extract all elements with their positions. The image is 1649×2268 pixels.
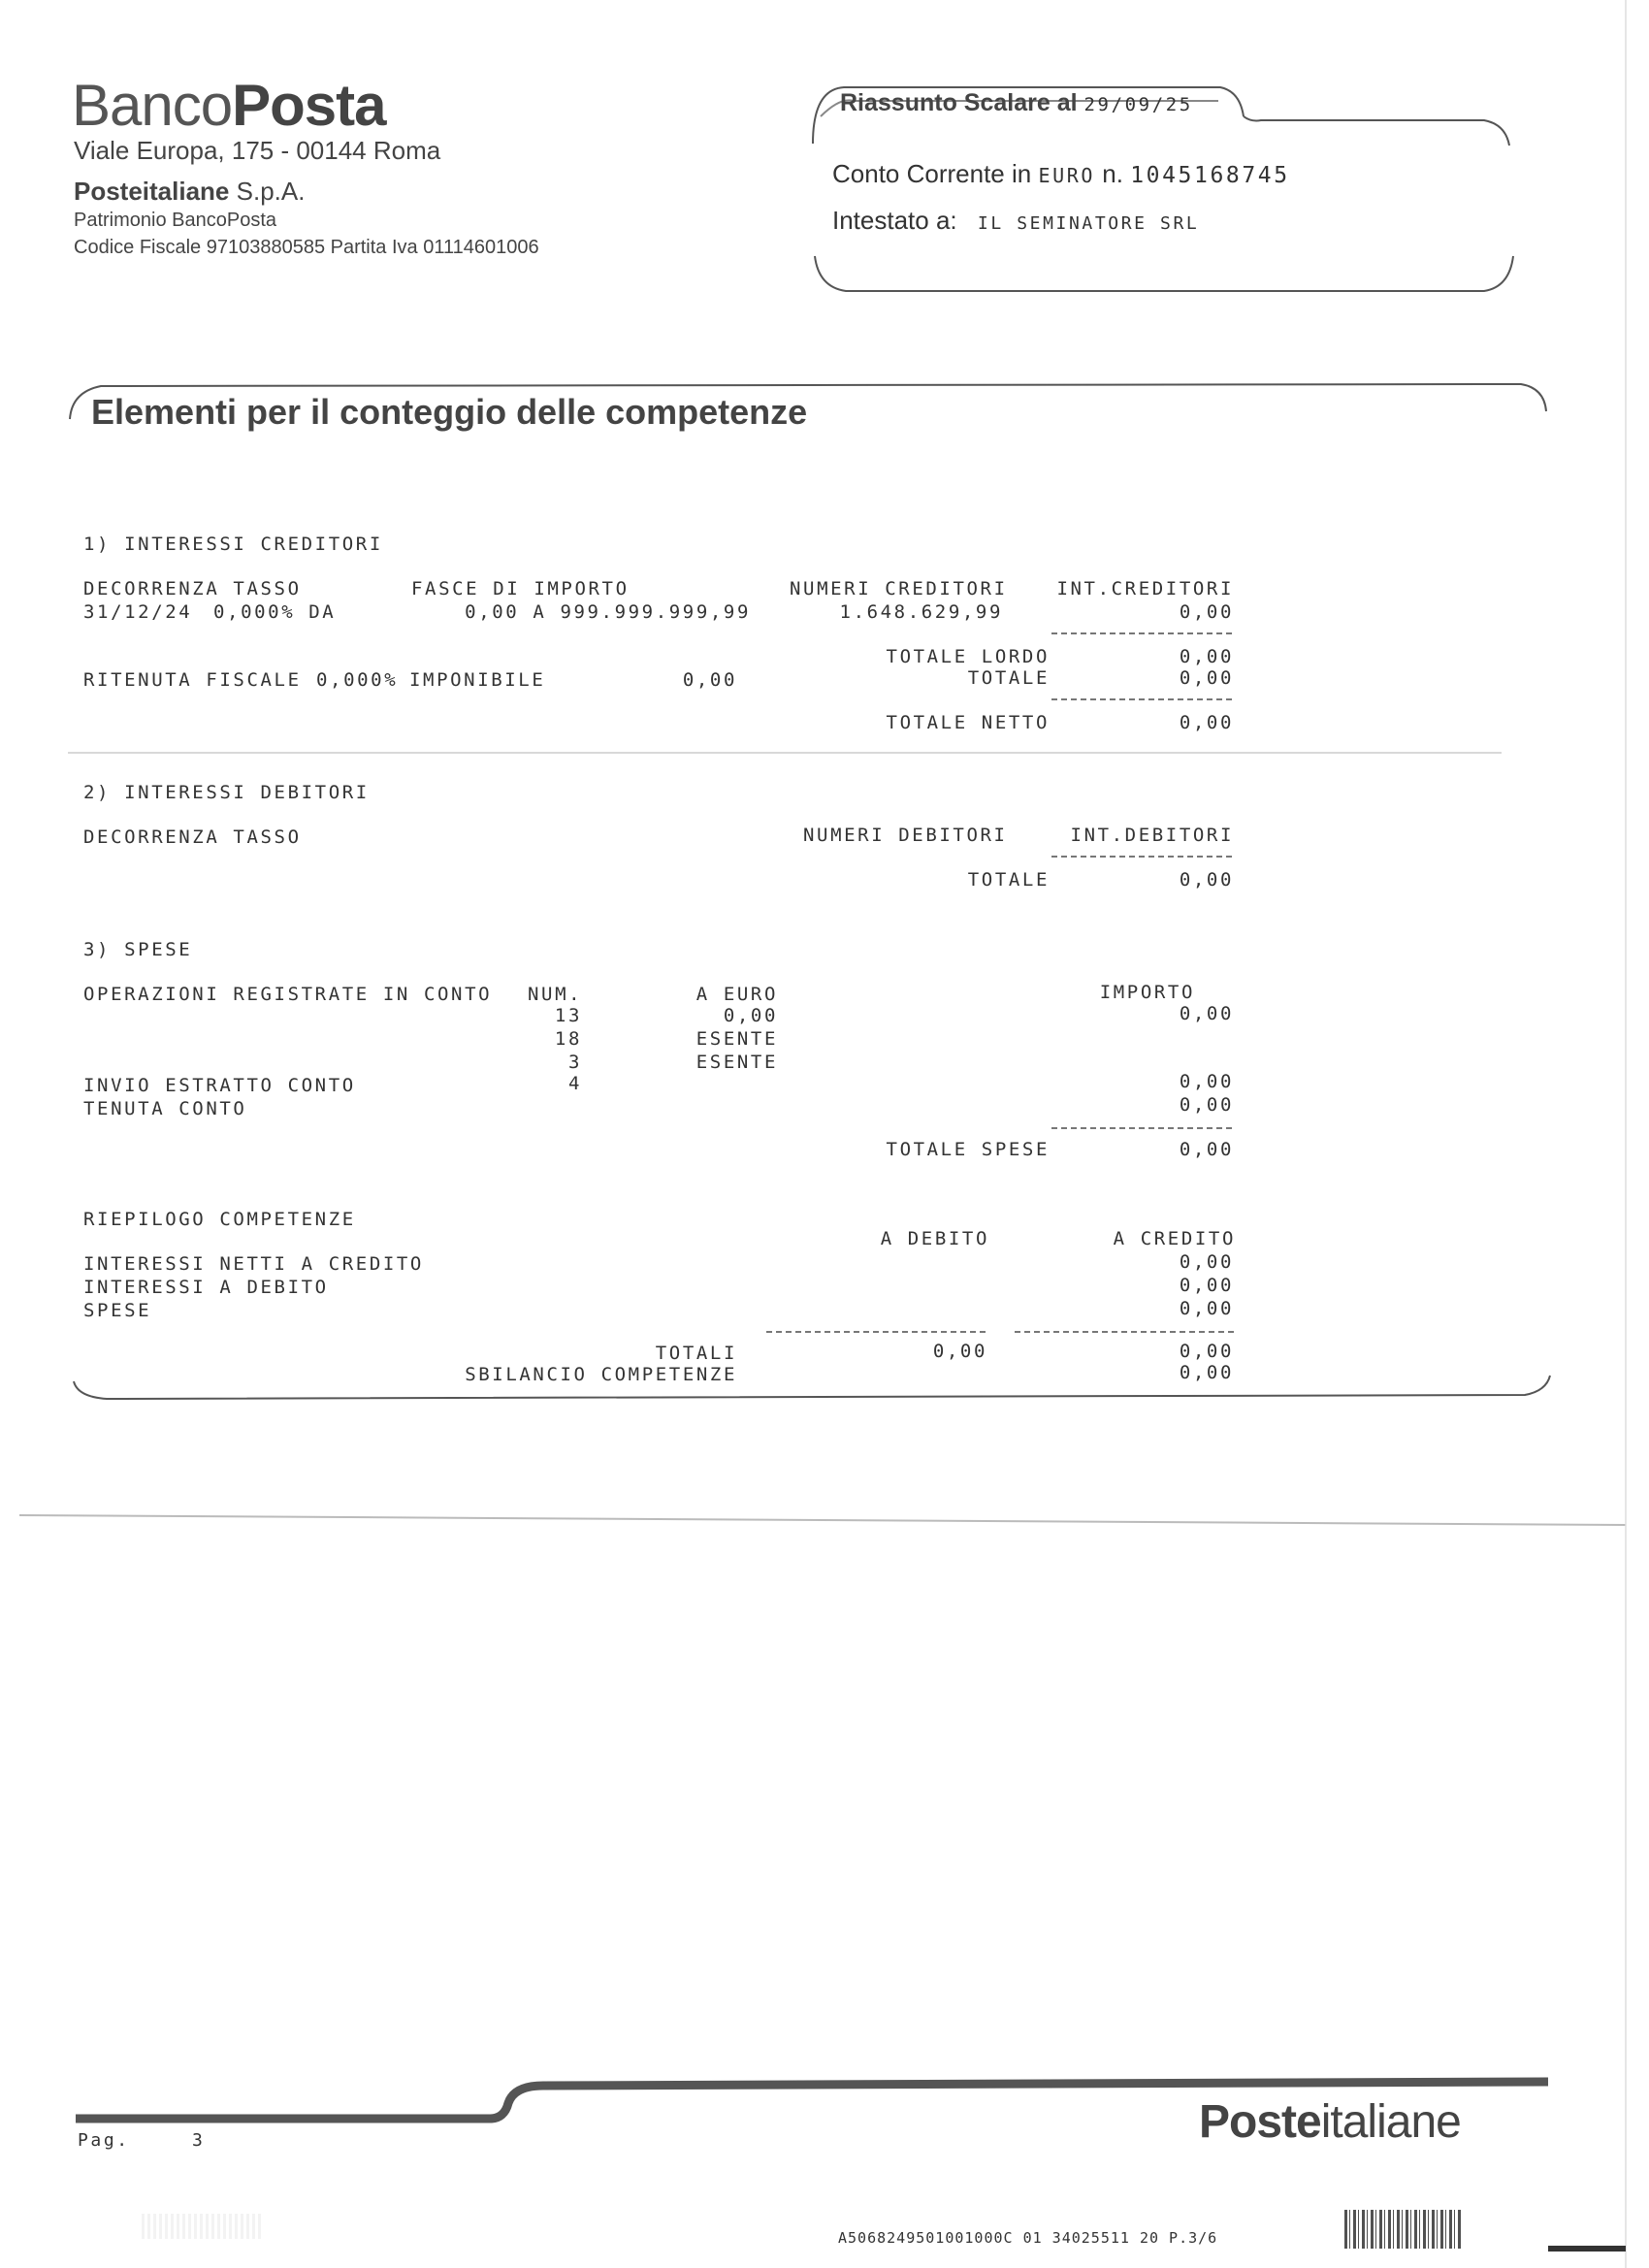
s3-header-importo: IMPORTO xyxy=(1099,982,1195,1003)
s1-totale-lordo-label: TOTALE LORDO xyxy=(886,646,1050,667)
s1-row-rate: 0,000% DA xyxy=(213,601,337,623)
totali-label: TOTALI xyxy=(655,1343,737,1364)
riepilogo-header-debito: A DEBITO xyxy=(880,1228,989,1249)
poste-logo-bold: Poste xyxy=(1199,2096,1321,2148)
s1-row-int: 0,00 xyxy=(1179,601,1234,623)
s3-row-importo: 0,00 xyxy=(1179,1071,1234,1092)
s3-header-num: NUM. xyxy=(528,984,583,1005)
fiscal-info: Codice Fiscale 97103880585 Partita Iva 01114601006 xyxy=(74,237,539,258)
s2-header-numeri: NUMERI DEBITORI xyxy=(803,825,1008,846)
s1-totale-netto-label: TOTALE NETTO xyxy=(886,712,1050,733)
s3-row-importo: 0,00 xyxy=(1179,1003,1234,1024)
brand-suffix: Posta xyxy=(232,73,386,138)
faded-stamp xyxy=(142,2214,262,2239)
s3-row-label: TENUTA CONTO xyxy=(83,1098,247,1119)
s3-row-label: INVIO ESTRATTO CONTO xyxy=(83,1075,356,1096)
s1-totale-label: TOTALE xyxy=(967,667,1050,689)
account-number: 1045168745 xyxy=(1130,163,1290,188)
s1-header-numeri: NUMERI CREDITORI xyxy=(790,578,1008,599)
holder-name: IL SEMINATORE SRL xyxy=(977,213,1200,234)
s3-row-euro: 0,00 xyxy=(723,1005,778,1026)
s2-title: 2) INTERESSI DEBITORI xyxy=(83,782,370,803)
riepilogo-row-label: SPESE xyxy=(83,1300,152,1321)
s1-totale: 0,00 xyxy=(1179,667,1234,689)
s1-header-fasce: FASCE DI IMPORTO xyxy=(411,578,630,599)
section-title: Elementi per il conteggio delle competenze xyxy=(91,392,808,432)
s3-row-num: 3 xyxy=(567,1052,582,1073)
summary-date: 29/09/25 xyxy=(1083,94,1193,115)
account-label: Conto Corrente in xyxy=(832,159,1032,188)
company-name xyxy=(74,177,305,207)
s2-header-int: INT.DEBITORI xyxy=(1070,825,1234,846)
account-number-label: n. xyxy=(1102,159,1123,188)
account-line xyxy=(832,159,1290,189)
summary-title-label: Riassunto Scalare al xyxy=(840,89,1078,116)
s1-title: 1) INTERESSI CREDITORI xyxy=(83,534,383,555)
riepilogo-row-credito: 0,00 xyxy=(1179,1298,1234,1319)
s1-totale-lordo: 0,00 xyxy=(1179,646,1234,667)
poste-logo-rest: italiane xyxy=(1320,2096,1461,2148)
riepilogo-separator-debito xyxy=(766,1331,986,1333)
s1-totale-netto: 0,00 xyxy=(1179,712,1234,733)
s1-row-date: 31/12/24 xyxy=(83,601,193,623)
s3-totale: 0,00 xyxy=(1179,1139,1234,1160)
s1-imponibile-label: IMPONIBILE xyxy=(409,669,546,691)
s1-ritenuta-label: RITENUTA FISCALE xyxy=(83,669,302,691)
s3-row-num: 13 xyxy=(554,1005,582,1026)
holder-label: Intestato a: xyxy=(832,206,957,235)
sbilancio-label: SBILANCIO COMPETENZE xyxy=(465,1364,737,1385)
s3-header-operazioni: OPERAZIONI REGISTRATE IN CONTO xyxy=(83,984,493,1005)
account-currency: EURO xyxy=(1038,164,1096,187)
s3-totale-label: TOTALE SPESE xyxy=(886,1139,1050,1160)
page-number: 3 xyxy=(192,2130,206,2151)
barcode xyxy=(1344,2210,1461,2249)
s3-row-importo: 0,00 xyxy=(1179,1094,1234,1116)
company-name-bold: Posteitaliane xyxy=(74,177,230,206)
s3-header-euro: A EURO xyxy=(695,984,778,1005)
totali-debito: 0,00 xyxy=(932,1341,987,1362)
s3-row-num: 18 xyxy=(554,1028,582,1050)
s3-row-euro: ESENTE xyxy=(695,1028,778,1050)
summary-title xyxy=(840,89,1193,117)
company-name-rest: S.p.A. xyxy=(236,177,306,206)
holder-line xyxy=(832,206,1199,236)
riepilogo-separator-credito xyxy=(1015,1331,1234,1333)
s2-separator xyxy=(1051,856,1232,858)
s1-header-decorrenza: DECORRENZA TASSO xyxy=(83,578,302,599)
riepilogo-row-credito: 0,00 xyxy=(1179,1275,1234,1296)
patrimonio-label: Patrimonio BancoPosta xyxy=(74,210,277,231)
s2-header-decorrenza: DECORRENZA TASSO xyxy=(83,826,302,848)
company-address: Viale Europa, 175 - 00144 Roma xyxy=(74,136,441,165)
s3-title: 3) SPESE xyxy=(83,939,193,960)
s1-separator-2 xyxy=(1051,698,1232,700)
riepilogo-title: RIEPILOGO COMPETENZE xyxy=(83,1209,356,1230)
riepilogo-header-credito: A CREDITO xyxy=(1113,1228,1236,1249)
s3-row-num: 4 xyxy=(567,1073,582,1094)
s1-imponibile: 0,00 xyxy=(682,669,737,691)
page-label: Pag. xyxy=(78,2130,130,2151)
riepilogo-row-label: INTERESSI A DEBITO xyxy=(83,1277,329,1298)
s1-ritenuta-rate: 0,000% xyxy=(316,669,399,691)
s1-header-int: INT.CREDITORI xyxy=(1056,578,1234,599)
s1-row-range: 0,00 A 999.999.999,99 xyxy=(465,601,751,623)
s2-totale-label: TOTALE xyxy=(967,869,1050,891)
s3-row-euro: ESENTE xyxy=(695,1052,778,1073)
s2-totale: 0,00 xyxy=(1179,869,1234,891)
riepilogo-row-label: INTERESSI NETTI A CREDITO xyxy=(83,1253,424,1275)
s3-separator xyxy=(1051,1127,1232,1129)
document-code: A5068249501001000C 01 34025511 20 P.3/6 xyxy=(838,2229,1218,2247)
s1-separator-1 xyxy=(1051,632,1232,634)
sbilancio-credito: 0,00 xyxy=(1179,1362,1234,1383)
poste-logo xyxy=(1199,2095,1461,2149)
riepilogo-row-credito: 0,00 xyxy=(1179,1251,1234,1273)
brand-logo xyxy=(72,72,386,139)
brand-prefix: Banco xyxy=(72,73,233,138)
s1-row-numeri: 1.648.629,99 xyxy=(839,601,1003,623)
totali-credito: 0,00 xyxy=(1179,1341,1234,1362)
